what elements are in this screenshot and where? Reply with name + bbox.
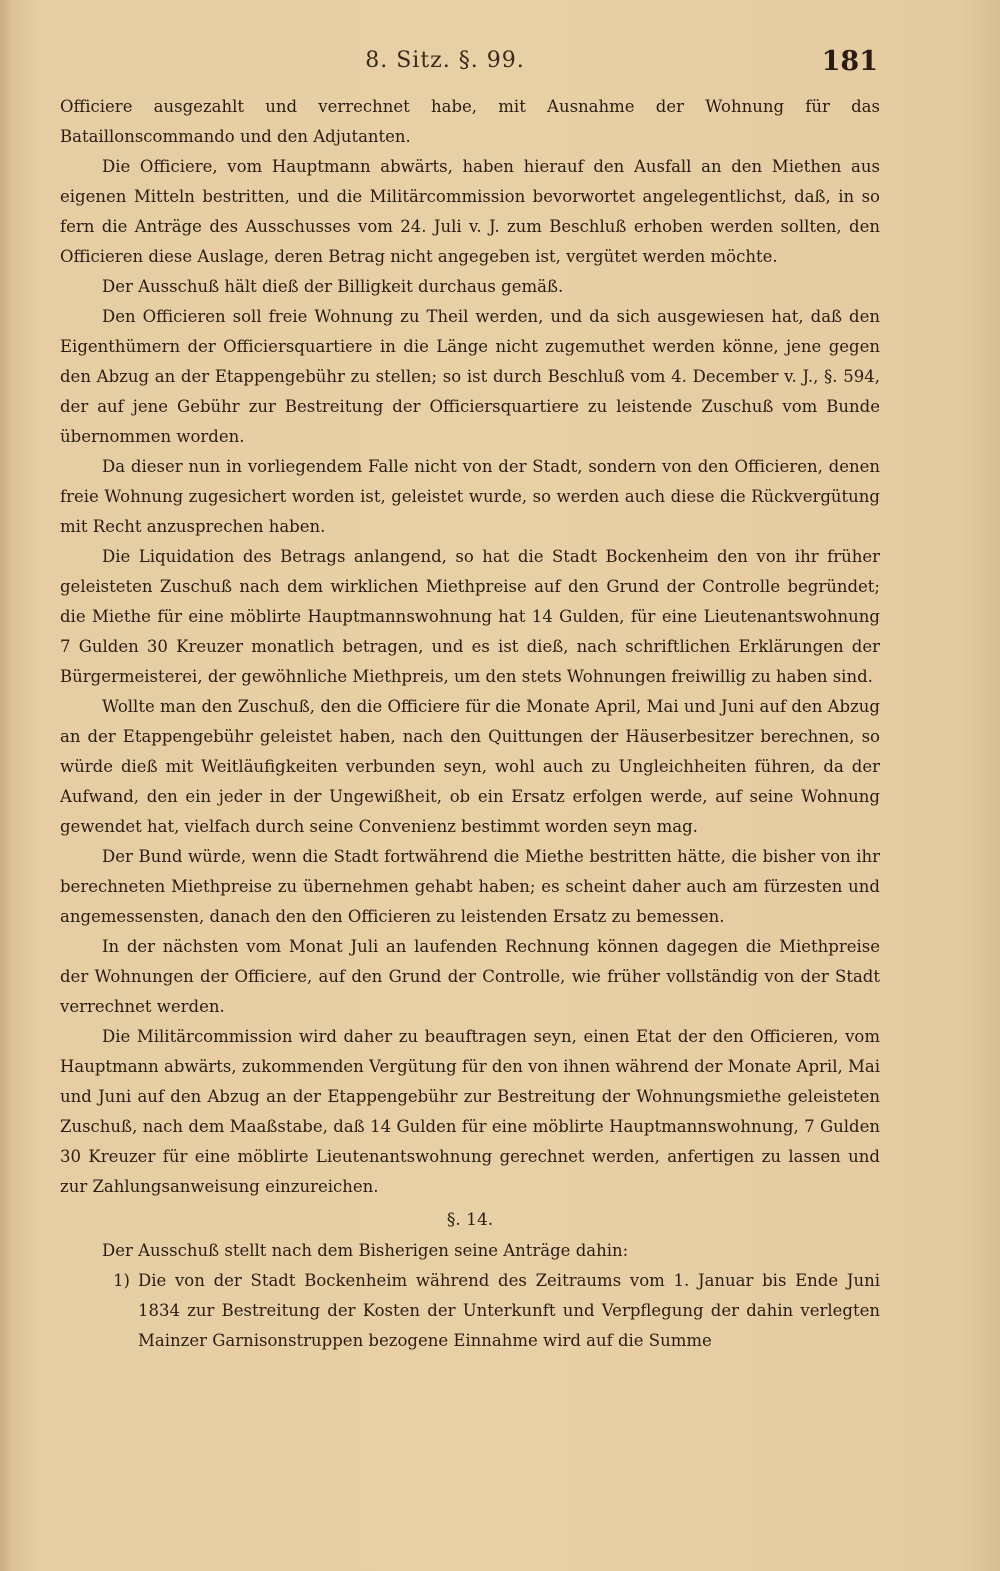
paragraph: Der Ausschuß hält dieß der Billigkeit durchaus gemäß. (102, 277, 564, 296)
paragraph: Da dieser nun in vorliegendem Falle nicht von der Stadt, sondern von den Officieren, denen freie Wohnung zugesichert worden ist, geleistet wurde, so werden auch diese die Rückvergütung mit Recht anzusprechen haben. (60, 457, 880, 536)
paragraph: Officiere ausgezahlt und verrechnet habe, mit Ausnahme der Wohnung für das Bataillonscommando und den Adjutanten. (60, 97, 880, 146)
body-text (60, 92, 880, 1356)
section-intro: Der Ausschuß stellt nach dem Bisherigen seine Anträge dahin: (102, 1241, 629, 1260)
page-header (0, 48, 1000, 82)
paragraph: Der Bund würde, wenn die Stadt fortwährend die Miethe bestritten hätte, die bisher von ihr berechneten Miethpreise zu übernehmen gehabt haben; es scheint daher auch am fürzesten und angemessensten, danach den den Officieren zu leistenden Ersatz zu bemessen. (60, 847, 880, 926)
paragraph: Wollte man den Zuschuß, den die Officiere für die Monate April, Mai und Juni auf den Abzug an der Etappengebühr geleistet haben, nach den Quittungen der Häuserbesitzer berechnen, so würde dieß mit Weitläufigkeiten verbunden seyn, wohl auch zu Ungleichheiten führen, da der Aufwand, den ein jeder in der Ungewißheit, ob ein Ersatz erfolgen werde, auf seine Wohnung gewendet hat, vielfach durch seine Convenienz bestimmt worden seyn mag. (60, 697, 880, 836)
paragraph: In der nächsten vom Monat Juli an laufenden Rechnung können dagegen die Miethpreise der Wohnungen der Officiere, auf den Grund der Controlle, wie früher vollständig von der Stadt verrechnet werden. (60, 937, 880, 1016)
section-heading: §. 14. (446, 1210, 494, 1230)
page-number: 181 (821, 46, 878, 77)
running-head: 8. Sitz. §. 99. (365, 48, 525, 73)
paragraph: Den Officieren soll freie Wohnung zu Theil werden, und da sich ausgewiesen hat, daß den Eigenthümern der Officiersquartiere in die Länge nicht zugemuthet werden könne, jene gegen den Abzug an der Etappengebühr zu stellen; so ist durch Beschluß vom 4. December v. J., §. 594, der auf jene Gebühr zur Bestreitung der Officiersquartiere zu leistende Zuschuß vom Bunde übernommen worden. (60, 307, 880, 446)
list-item-text: Die von der Stadt Bockenheim während des Zeitraums vom 1. Januar bis Ende Juni 1834 zur Bestreitung der Kosten der Unterkunft und Verpflegung der dahin verlegten Mainzer Garnisonstruppen bezogene Einnahme wird auf die Summe (138, 1271, 880, 1350)
paragraph: Die Officiere, vom Hauptmann abwärts, haben hierauf den Ausfall an den Miethen aus eigenen Mitteln bestritten, und die Militärcommission bevorwortet angelegentlichst, daß, in so fern die Anträge des Ausschusses vom 24. Juli v. J. zum Beschluß erhoben werden sollten, den Officieren diese Auslage, deren Betrag nicht angegeben ist, vergütet werden möchte. (60, 157, 880, 266)
list-item (60, 1266, 880, 1356)
list-item-number: 1) (113, 1271, 130, 1290)
paragraph: Die Militärcommission wird daher zu beauftragen seyn, einen Etat der den Officieren, vom Hauptmann abwärts, zukommenden Vergütung für den von ihnen während der Monate April, Mai und Juni auf den Abzug an der Etappengebühr zur Bestreitung der Wohnungsmiethe geleisteten Zuschuß, nach dem Maaßstabe, daß 14 Gulden für eine möblirte Hauptmannswohnung, 7 Gulden 30 Kreuzer für eine möblirte Lieutenantswohnung gerechnet werden, anfertigen zu lassen und zur Zahlungsanweisung einzureichen. (60, 1027, 880, 1196)
paragraph: Die Liquidation des Betrags anlangend, so hat die Stadt Bockenheim den von ihr früher geleisteten Zuschuß nach dem wirklichen Miethpreise auf den Grund der Controlle begründet; die Miethe für eine möblirte Hauptmannswohnung hat 14 Gulden, für eine Lieutenantswohnung 7 Gulden 30 Kreuzer monatlich betragen, und es ist dieß, nach schriftlichen Erklärungen der Bürgermeisterei, der gewöhnliche Miethpreis, um den stets Wohnungen freiwillig zu haben sind. (60, 547, 880, 686)
